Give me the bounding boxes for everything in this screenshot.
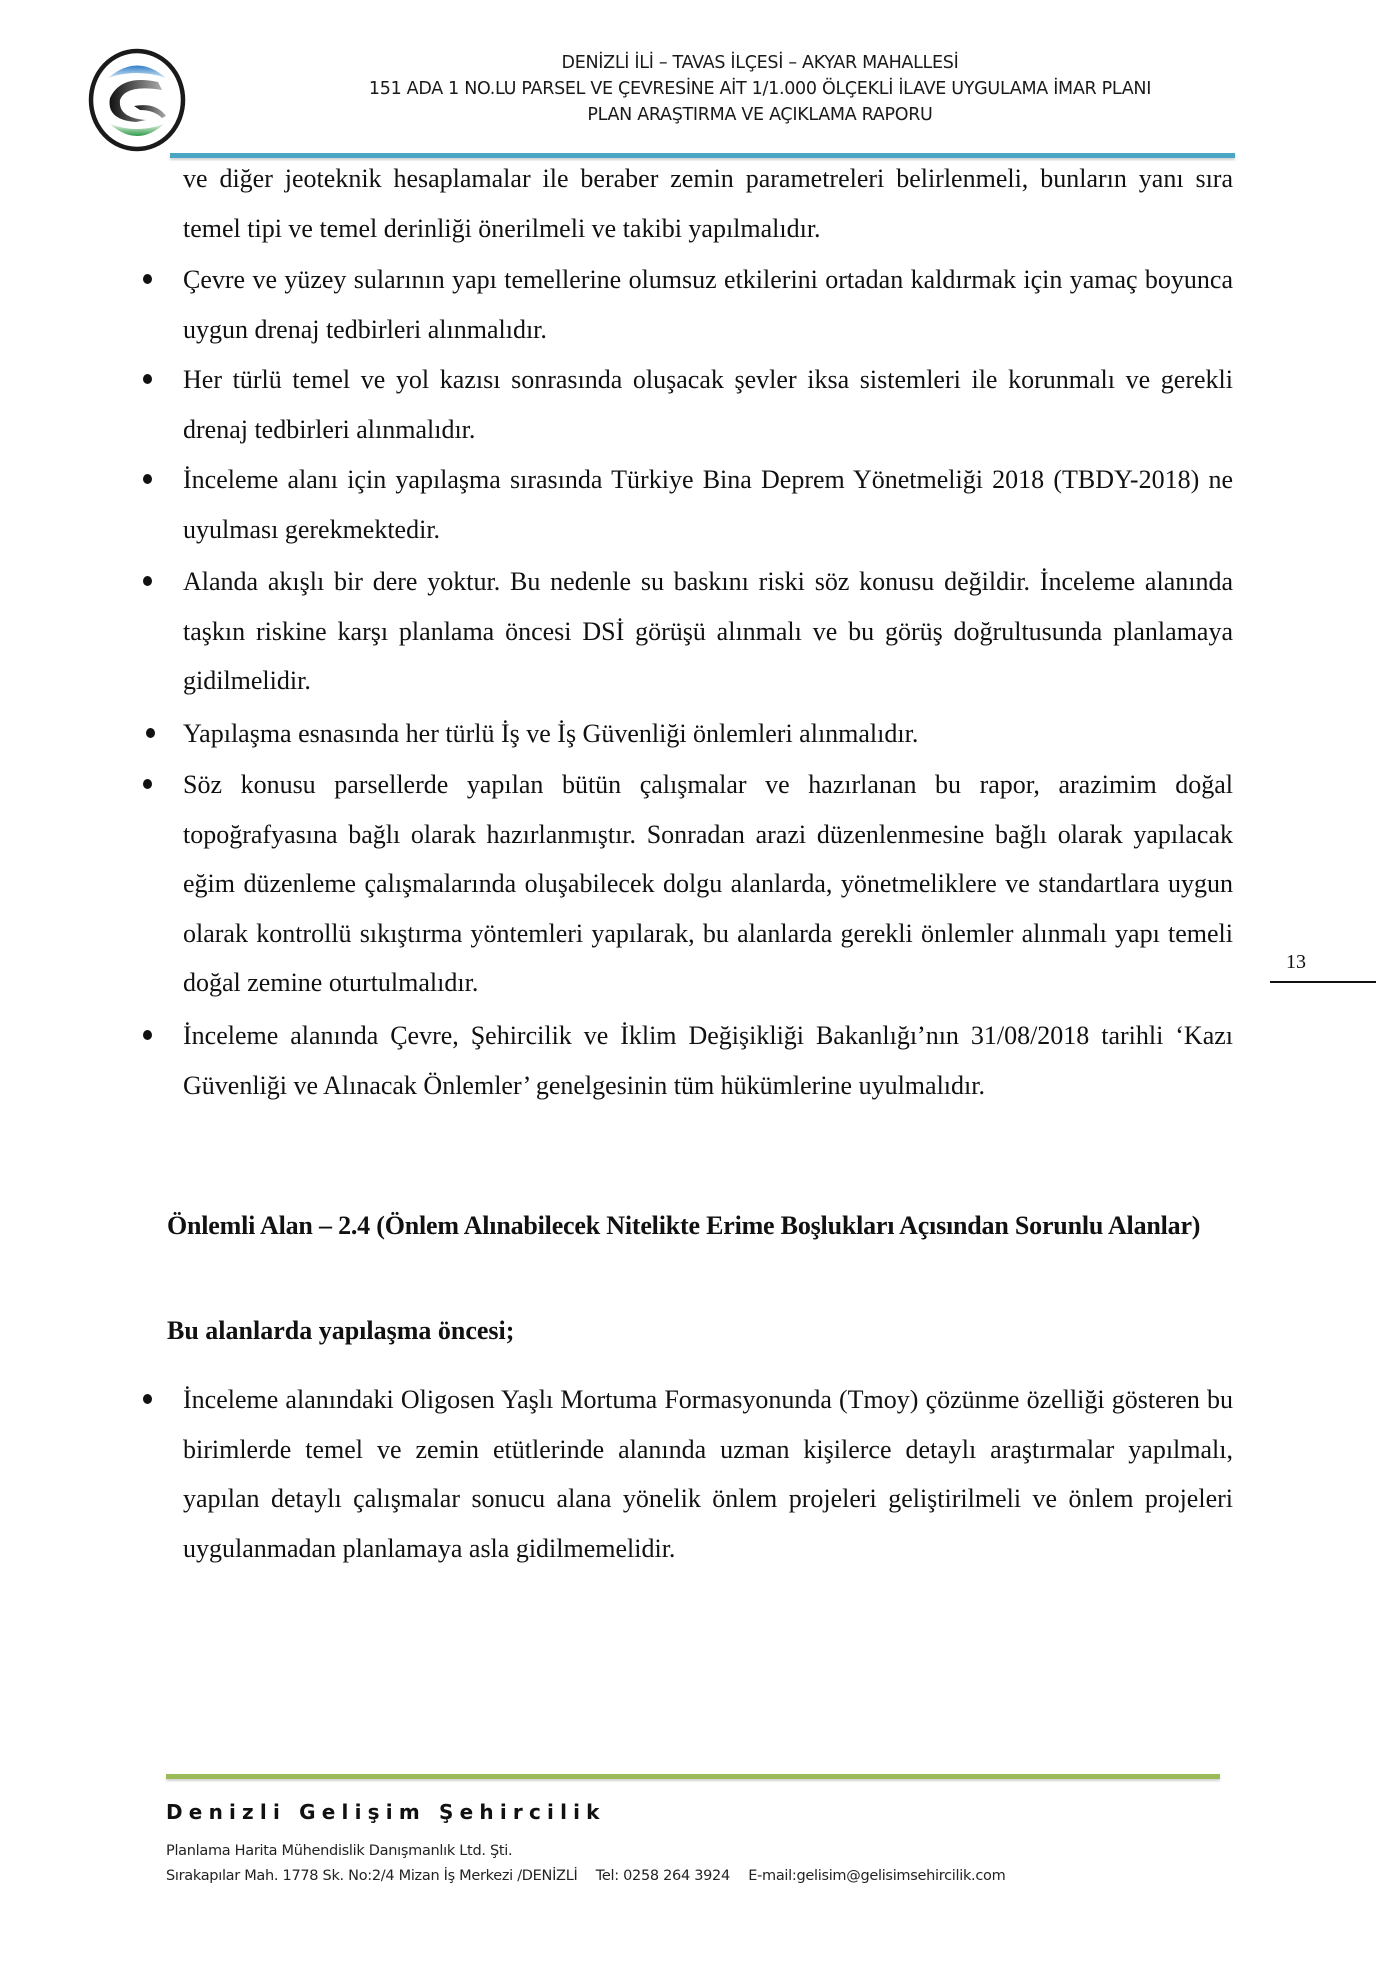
list-item: Söz konusu parsellerde yapılan bütün çalışmalar ve hazırlanan bu rapor, arazimim doğal topoğrafyasına bağlı olarak hazırlanmıştır. Sonradan arazi düzenlenmesine bağlı olarak yapılacak eğim düzenleme çalışmalarında oluşabilecek dolgu alanlarda, yönetmeliklere ve standartlara uygun olarak kontrollü sıkıştırma yöntemleri yapılarak, bu alanlarda gerekli önlemler alınmalı yapı temeli doğal zemine oturtulmalıdır.: [183, 760, 1233, 1008]
continuation-paragraph: ve diğer jeoteknik hesaplamalar ile beraber zemin parametreleri belirlenmeli, bunların yanı sıra temel tipi ve temel derinliği önerilmeli ve takibi yapılmalıdır.: [183, 164, 1233, 243]
page-number-divider: [1270, 981, 1376, 983]
footer-phone: Tel: 0258 264 3924: [595, 1868, 730, 1884]
section-heading: Önlemli Alan – 2.4 (Önlem Alınabilecek Nitelikte Erime Boşlukları Açısından Sorunlu Alanlar): [167, 1211, 1201, 1240]
header-line-plan: 151 ADA 1 NO.LU PARSEL VE ÇEVRESİNE AİT 1/1.000 ÖLÇEKLİ İLAVE UYGULAMA İMAR PLANI: [368, 79, 1152, 99]
list-item: İnceleme alanında Çevre, Şehircilik ve İklim Değişikliği Bakanlığı’nın 31/08/2018 tarihli ‘Kazı Güvenliği ve Alınacak Önlemler’ genelgesinin tüm hükümlerine uyulmalıdır.: [183, 1011, 1233, 1110]
footer-company-name: Denizli Gelişim Şehircilik: [166, 1800, 606, 1824]
list-item: Alanda akışlı bir dere yoktur. Bu nedenle su baskını riski söz konusu değildir. İnceleme alanında taşkın riskine karşı planlama öncesi DSİ görüşü alınmalı ve bu görüş doğrultusunda planlamaya gidilmelidir.: [183, 557, 1233, 706]
bullet-icon: [143, 274, 152, 284]
footer-company-subtitle: Planlama Harita Mühendislik Danışmanlık Ltd. Şti.: [166, 1843, 513, 1859]
list-item: İnceleme alanındaki Oligosen Yaşlı Mortuma Formasyonunda (Tmoy) çözünme özelliği gösteren bu birimlerde temel ve zemin etütlerinde alanında uzman kişilerce detaylı araştırmalar yapılmalı, yapılan detaylı çalışmalar sonucu alana yönelik önlem projeleri geliştirilmeli ve önlem projeleri uygulanmadan planlamaya asla gidilmemelidir.: [183, 1375, 1233, 1573]
list-item: İnceleme alanı için yapılaşma sırasında Türkiye Bina Deprem Yönetmeliği 2018 (TBDY-2018) ne uyulması gerekmektedir.: [183, 455, 1233, 554]
footer-contact-line: [166, 1868, 1019, 1884]
list-item: Her türlü temel ve yol kazısı sonrasında oluşacak şevler iksa sistemleri ile korunmalı ve gerekli drenaj tedbirleri alınmalıdır.: [183, 355, 1233, 454]
bullet-icon: [143, 1394, 152, 1404]
footer-divider: [166, 1774, 1220, 1779]
list-item: Çevre ve yüzey sularının yapı temellerine olumsuz etkilerini ortadan kaldırmak için yamaç boyunca uygun drenaj tedbirleri alınmalıdır.: [183, 255, 1233, 354]
section-subheading: Bu alanlarda yapılaşma öncesi;: [167, 1316, 515, 1345]
bullet-icon: [143, 576, 152, 586]
footer-email: E-mail:gelisim@gelisimsehircilik.com: [748, 1868, 1006, 1884]
company-logo-icon: [86, 48, 188, 152]
list-item: Yapılaşma esnasında her türlü İş ve İş Güvenliği önlemleri alınmalıdır.: [183, 709, 1233, 759]
bullet-icon: [146, 728, 155, 738]
bullet-icon: [143, 1030, 152, 1040]
document-header-title: [250, 50, 1270, 128]
bullet-icon: [143, 374, 152, 384]
header-line-report: PLAN ARAŞTIRMA VE AÇIKLAMA RAPORU: [587, 105, 933, 125]
page-number: 13: [1286, 951, 1306, 973]
header-line-location: DENİZLİ İLİ – TAVAS İLÇESİ – AKYAR MAHALLESİ: [561, 53, 959, 73]
bullet-icon: [143, 474, 152, 484]
footer-address: Sırakapılar Mah. 1778 Sk. No:2/4 Mizan İş Merkezi /DENİZLİ: [166, 1868, 578, 1884]
bullet-icon: [143, 779, 152, 789]
